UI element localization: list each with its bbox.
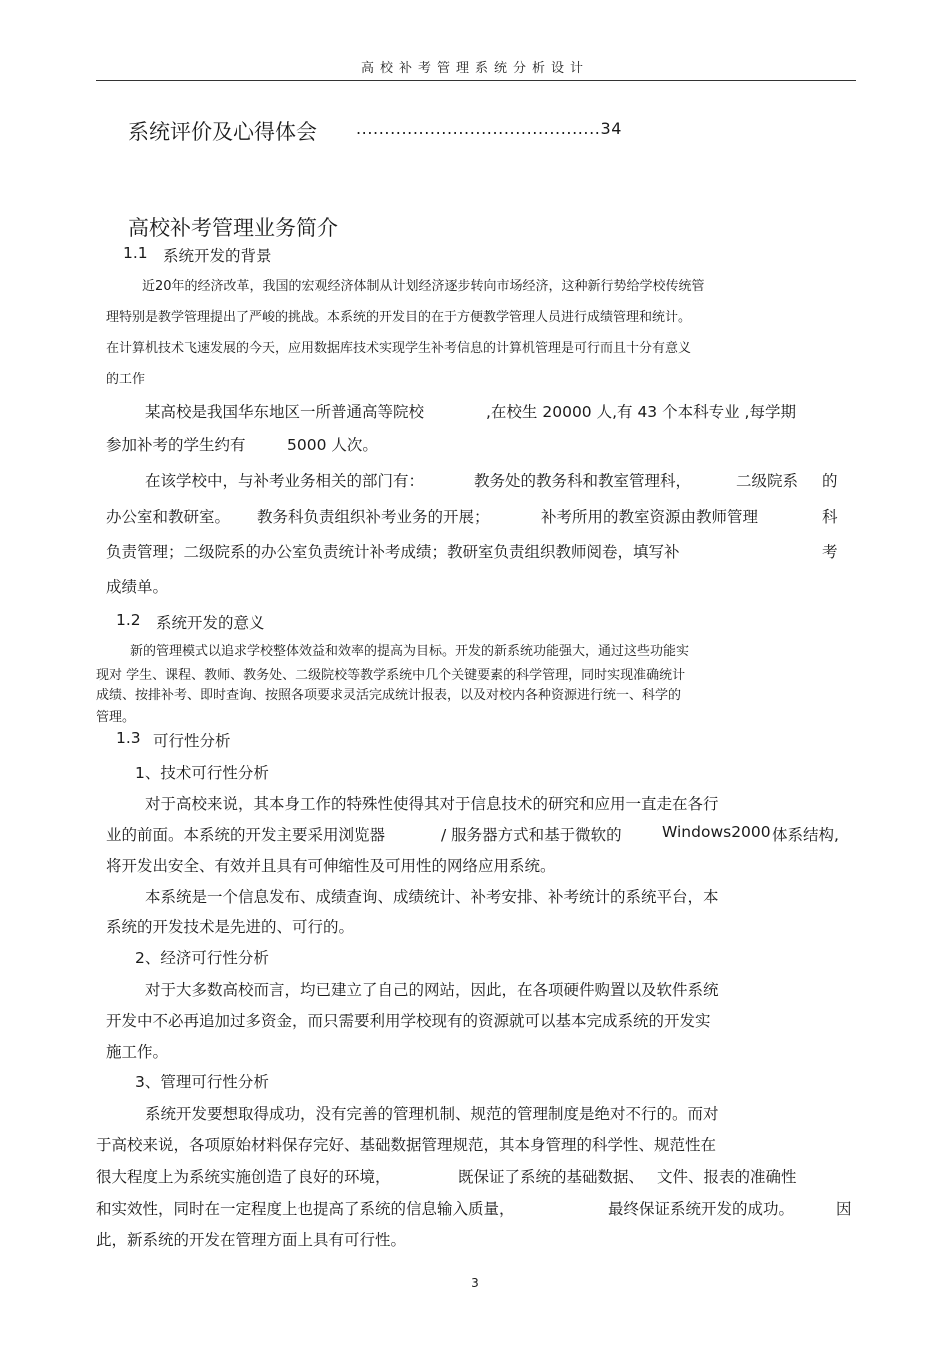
paragraph-line: 二级院系: [736, 472, 799, 490]
page-number: 3: [471, 1276, 479, 1290]
paragraph-line: 教务处的教务科和教室管理科，: [474, 472, 692, 490]
paragraph-line: 本系统是一个信息发布、成绩查询、成绩统计、补考安排、补考统计的系统平台，本: [145, 888, 719, 906]
paragraph-line: 很大程度上为系统实施创造了良好的环境，: [96, 1168, 391, 1186]
paragraph-line: 新的管理模式以追求学校整体效益和效率的提高为目标。开发的新系统功能强大，通过这些功能实: [130, 644, 690, 659]
subsection-1-3-title: 可行性分析: [153, 732, 231, 750]
paragraph-line: 办公室和教研室。: [106, 508, 231, 526]
paragraph-line: 施工作。: [106, 1043, 169, 1061]
paragraph-line: 5000 人次。: [287, 436, 378, 454]
paragraph-line: 补考所用的教室资源由教师管理: [541, 508, 759, 526]
subsection-1-2-number: 1.2: [116, 611, 141, 629]
paragraph-line: 考: [822, 543, 838, 561]
paragraph-line: 成绩、按排补考、即时查询、按照各项要求灵活完成统计报表，以及对校内各种资源进行统一、科学的: [96, 688, 682, 703]
paragraph-line: 和实效性，同时在一定程度上也提高了系统的信息输入质量，: [96, 1200, 515, 1218]
paragraph-line: 近20年的经济改革，我国的宏观经济体制从计划经济逐步转向市场经济，这种新行势给学校传统管: [142, 279, 705, 294]
paragraph-line: 最终保证系统开发的成功。: [608, 1200, 795, 1218]
paragraph-line: Windows2000: [662, 823, 771, 841]
toc-leader-page: ...........................................34: [356, 119, 623, 138]
page-header-title: 高校补考管理系统分析设计: [360, 61, 589, 76]
toc-entry: 系统评价及心得体会: [128, 120, 317, 144]
paragraph-line: 某高校是我国华东地区一所普通高等院校: [145, 403, 425, 421]
subsection-1-1-title: 系统开发的背景: [163, 247, 272, 265]
paragraph-line: 既保证了系统的基础数据、: [458, 1168, 645, 1186]
topic-heading: 1、技术可行性分析: [135, 764, 269, 782]
paragraph-line: 系统开发要想取得成功，没有完善的管理机制、规范的管理制度是绝对不行的。而对: [145, 1105, 719, 1123]
paragraph-line: ,在校生 20000 人,有 43 个本科专业 ,每学期: [486, 403, 796, 421]
paragraph-line: 因: [836, 1200, 852, 1218]
paragraph-line: 于高校来说，各项原始材料保存完好、基础数据管理规范，其本身管理的科学性、规范性在: [96, 1136, 717, 1154]
paragraph-line: 业的前面。本系统的开发主要采用浏览器: [106, 826, 386, 844]
paragraph-line: 教务科负责组织补考业务的开展；: [257, 508, 490, 526]
topic-heading: 3、管理可行性分析: [135, 1073, 269, 1091]
paragraph-line: 系统的开发技术是先进的、可行的。: [106, 918, 355, 936]
paragraph-line: 体系结构,: [772, 826, 839, 844]
topic-heading: 2、经济可行性分析: [135, 949, 269, 967]
subsection-1-1-number: 1.1: [123, 244, 148, 262]
paragraph-line: 在计算机技术飞速发展的今天，应用数据库技术实现学生补考信息的计算机管理是可行而且十分有意义: [106, 341, 692, 356]
paragraph-line: 现对 学生、课程、教师、教务处、二级院校等教学系统中几个关键要素的科学管理，同时实现准确统计: [96, 668, 686, 683]
paragraph-line: 对于高校来说，其本身工作的特殊性使得其对于信息技术的研究和应用一直走在各行: [145, 795, 719, 813]
paragraph-line: 负责管理；二级院系的办公室负责统计补考成绩；教研室负责组织教师阅卷，填写补: [106, 543, 680, 561]
paragraph-line: 文件、报表的准确性: [657, 1168, 797, 1186]
paragraph-line: 开发中不必再追加过多资金，而只需要利用学校现有的资源就可以基本完成系统的开发实: [106, 1012, 711, 1030]
paragraph-line: 将开发出安全、有效并且具有可伸缩性及可用性的网络应用系统。: [106, 857, 556, 875]
paragraph-line: 参加补考的学生约有: [106, 436, 246, 454]
paragraph-line: / 服务器方式和基于微软的: [441, 826, 622, 844]
section-title: 高校补考管理业务简介: [128, 216, 338, 240]
subsection-1-3-number: 1.3: [116, 729, 141, 747]
paragraph-line: 管理。: [96, 710, 136, 725]
paragraph-line: 成绩单。: [106, 578, 169, 596]
paragraph-line: 的: [822, 472, 838, 490]
paragraph-line: 在该学校中，与补考业务相关的部门有：: [145, 472, 425, 490]
paragraph-line: 对于大多数高校而言，均已建立了自己的网站，因此，在各项硬件购置以及软件系统: [145, 981, 719, 999]
paragraph-line: 此，新系统的开发在管理方面上具有可行性。: [96, 1231, 407, 1249]
paragraph-line: 的工作: [106, 372, 146, 387]
paragraph-line: 科: [822, 508, 838, 526]
subsection-1-2-title: 系统开发的意义: [156, 614, 265, 632]
paragraph-line: 理特别是教学管理提出了严峻的挑战。本系统的开发目的在于方便教学管理人员进行成绩管理和统计。: [106, 310, 692, 325]
header-rule: [96, 80, 856, 81]
